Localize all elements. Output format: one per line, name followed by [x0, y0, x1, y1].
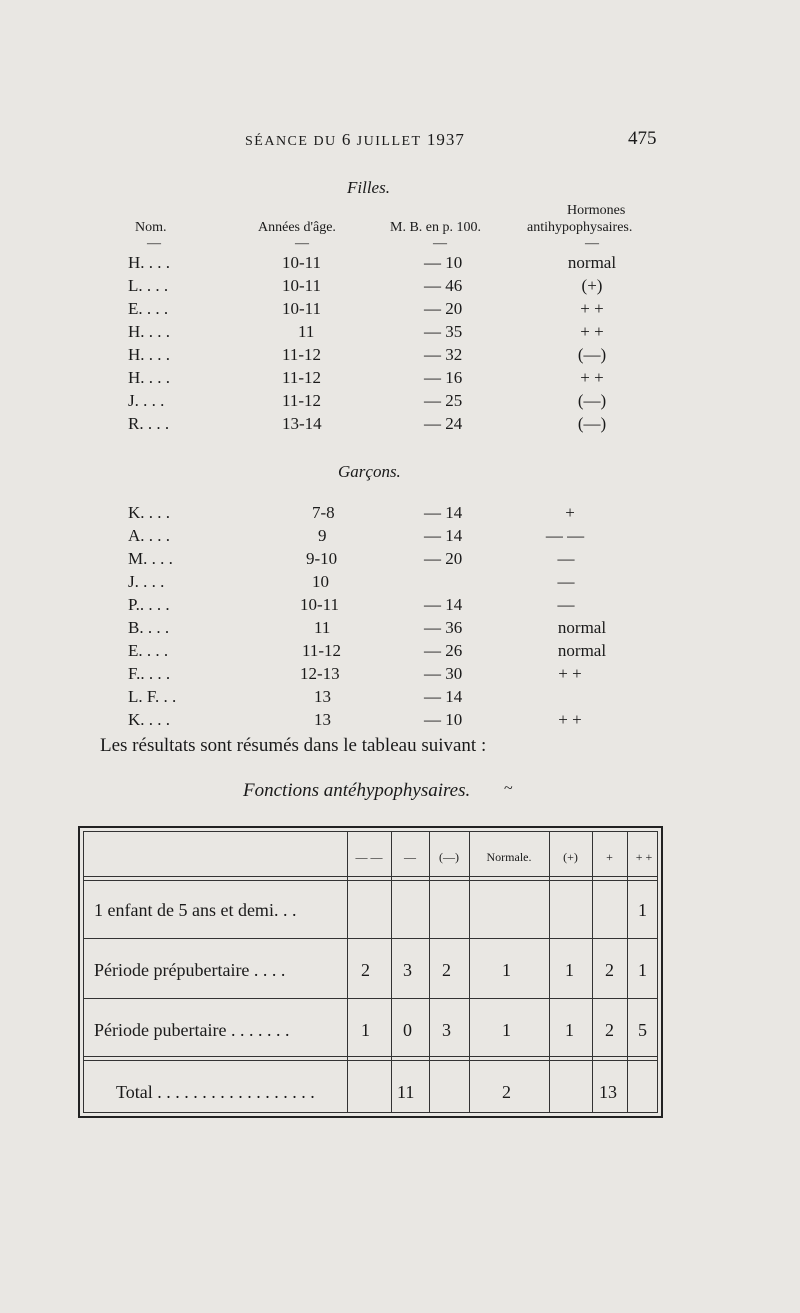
patient-age: 13: [314, 687, 331, 706]
patient-name: L. F. . .: [128, 687, 177, 706]
summary-table: [78, 826, 663, 1118]
list-item: [0, 595, 800, 618]
patient-name: E. . . .: [128, 299, 169, 318]
patient-name: P.. . . .: [128, 595, 170, 614]
patient-mb: — 14: [424, 503, 463, 522]
patient-hormones: normal: [557, 641, 607, 660]
patient-age: 11-12: [282, 368, 322, 387]
table-cell: 1: [565, 960, 574, 980]
col-hormones-line1: Hormones: [567, 203, 626, 218]
patient-mb: — 10: [424, 710, 463, 729]
patient-age: 10-11: [300, 595, 340, 614]
table-header-cell: Normale.: [486, 850, 532, 864]
table-row-label: Période prépubertaire . . . .: [94, 960, 286, 980]
patient-hormones: +: [565, 503, 575, 522]
patient-age: 9: [318, 526, 327, 545]
patient-mb: — 16: [424, 368, 463, 387]
table-cell: 1: [638, 960, 647, 980]
patient-mb: — 14: [424, 595, 463, 614]
table-row-label: 1 enfant de 5 ans et demi. . .: [94, 900, 297, 920]
patient-name: K. . . .: [128, 503, 171, 522]
patient-name: H. . . .: [128, 322, 171, 341]
list-item: [0, 618, 800, 641]
table-column-divider: [347, 832, 348, 1112]
patient-age: 7-8: [312, 503, 335, 522]
table-column-divider: [549, 832, 550, 1112]
table-cell: 2: [605, 1020, 614, 1040]
table-cell: 1: [565, 1020, 574, 1040]
patient-mb: — 20: [424, 299, 463, 318]
table-header-cell: + +: [635, 850, 653, 864]
patient-hormones: + +: [580, 299, 604, 318]
table-cell: 1: [638, 900, 647, 920]
table-total-divider: [84, 1056, 657, 1061]
patient-hormones: (—): [577, 414, 607, 433]
patient-age: 12-13: [300, 664, 340, 683]
list-item: [0, 299, 800, 322]
col-dash: —: [295, 236, 309, 251]
patient-name: J. . . .: [128, 572, 165, 591]
patient-mb: — 20: [424, 549, 463, 568]
patient-name: A. . . .: [128, 526, 171, 545]
patient-age: 13: [314, 710, 331, 729]
patient-hormones: normal: [567, 253, 617, 272]
table-column-divider: [469, 832, 470, 1112]
patient-age: 11-12: [282, 391, 322, 410]
table-cell: 5: [638, 1020, 647, 1040]
patient-name: L. . . .: [128, 276, 169, 295]
header-year: 1937: [426, 130, 465, 149]
table-cell: 0: [403, 1020, 412, 1040]
patient-hormones: (—): [577, 391, 607, 410]
table-cell: 1: [502, 960, 511, 980]
patient-name: E. . . .: [128, 641, 169, 660]
table-header-cell: +: [606, 850, 613, 864]
list-item: [0, 368, 800, 391]
patient-age: 10-11: [282, 253, 322, 272]
table-header-cell: —: [404, 850, 416, 864]
list-item: [0, 345, 800, 368]
table-cell: 2: [442, 960, 451, 980]
patient-hormones: (—): [577, 345, 607, 364]
patient-mb: — 26: [424, 641, 463, 660]
list-item: [0, 549, 800, 572]
table-cell: 2: [361, 960, 370, 980]
patient-name: R. . . .: [128, 414, 170, 433]
col-mb: M. B. en p. 100.: [390, 220, 481, 235]
patient-age: 10: [312, 572, 329, 591]
table-total-cell: 13: [599, 1082, 617, 1102]
patient-name: J. . . .: [128, 391, 165, 410]
patient-age: 10-11: [282, 299, 322, 318]
patient-hormones: + +: [580, 368, 604, 387]
patient-name: F.. . . .: [128, 664, 171, 683]
list-item: [0, 572, 800, 595]
table-title-mark: ~: [504, 780, 513, 797]
table-title: Fonctions antéhypophysaires.: [243, 780, 471, 801]
table-cell: 1: [361, 1020, 370, 1040]
patient-name: K. . . .: [128, 710, 171, 729]
col-nom: Nom.: [135, 220, 167, 235]
table-column-divider: [627, 832, 628, 1112]
patient-mb: — 25: [424, 391, 463, 410]
patient-age: 10-11: [282, 276, 322, 295]
patient-hormones: — —: [545, 526, 585, 545]
filles-title: Filles.: [347, 178, 390, 197]
col-dash: —: [433, 236, 447, 251]
table-column-divider: [391, 832, 392, 1112]
table-header-divider: [84, 876, 657, 881]
patient-mb: — 36: [424, 618, 463, 637]
patient-name: H. . . .: [128, 368, 171, 387]
list-item: [0, 391, 800, 414]
col-age: Années d'âge.: [258, 220, 336, 235]
patient-mb: — 14: [424, 687, 463, 706]
patient-name: H. . . .: [128, 253, 171, 272]
table-header-cell: (+): [563, 850, 578, 864]
list-item: [0, 322, 800, 345]
patient-hormones: + +: [558, 664, 582, 683]
table-cell: 3: [403, 960, 412, 980]
col-hormones-line2: antihypophysaires.: [527, 220, 633, 235]
table-cell: 3: [442, 1020, 451, 1040]
list-item: [0, 276, 800, 299]
list-item: [0, 664, 800, 687]
header-month: JUILLET: [356, 134, 422, 149]
table-inner-frame: [83, 831, 658, 1113]
list-item: [0, 253, 800, 276]
patient-mb: — 46: [424, 276, 463, 295]
patient-hormones: normal: [557, 618, 607, 637]
page-number: 475: [628, 128, 657, 149]
patient-name: M. . . .: [128, 549, 173, 568]
table-column-divider: [429, 832, 430, 1112]
list-item: [0, 710, 800, 733]
patient-mb: — 14: [424, 526, 463, 545]
patient-hormones: —: [557, 549, 575, 568]
patient-mb: — 30: [424, 664, 463, 683]
patient-age: 11: [314, 618, 331, 637]
table-row-divider: [84, 998, 657, 999]
list-item: [0, 641, 800, 664]
col-dash: —: [147, 236, 161, 251]
table-row-divider: [84, 938, 657, 939]
patient-age: 11-12: [302, 641, 342, 660]
patient-hormones: + +: [558, 710, 582, 729]
table-total-label: Total . . . . . . . . . . . . . . . . . .: [116, 1082, 315, 1102]
header-seance: SÉANCE DU: [245, 134, 337, 149]
running-header: [245, 130, 465, 150]
patient-age: 11-12: [282, 345, 322, 364]
patient-hormones: —: [557, 572, 575, 591]
patient-name: H. . . .: [128, 345, 171, 364]
table-cell: 1: [502, 1020, 511, 1040]
table-column-divider: [592, 832, 593, 1112]
list-item: [0, 503, 800, 526]
garcons-title: Garçons.: [338, 462, 401, 481]
patient-mb: — 24: [424, 414, 463, 433]
patient-mb: — 32: [424, 345, 463, 364]
patient-name: B. . . .: [128, 618, 170, 637]
patient-hormones: + +: [580, 322, 604, 341]
patient-age: 9-10: [306, 549, 338, 568]
table-total-cell: 2: [502, 1082, 511, 1102]
header-date-number: 6: [341, 130, 352, 149]
patient-mb: — 35: [424, 322, 463, 341]
patient-age: 13-14: [282, 414, 322, 433]
col-dash: —: [585, 236, 599, 251]
table-header-cell: (—): [439, 850, 459, 864]
list-item: [0, 526, 800, 549]
patient-hormones: (+): [581, 276, 603, 295]
list-item: [0, 687, 800, 710]
table-row-label: Période pubertaire . . . . . . .: [94, 1020, 290, 1040]
patient-age: 11: [298, 322, 315, 341]
table-total-cell: 11: [397, 1082, 415, 1102]
patient-mb: — 10: [424, 253, 463, 272]
list-item: [0, 414, 800, 437]
summary-sentence: Les résultats sont résumés dans le tableau suivant :: [100, 735, 487, 756]
table-header-cell: — —: [355, 850, 383, 864]
table-cell: 2: [605, 960, 614, 980]
patient-hormones: —: [557, 595, 575, 614]
